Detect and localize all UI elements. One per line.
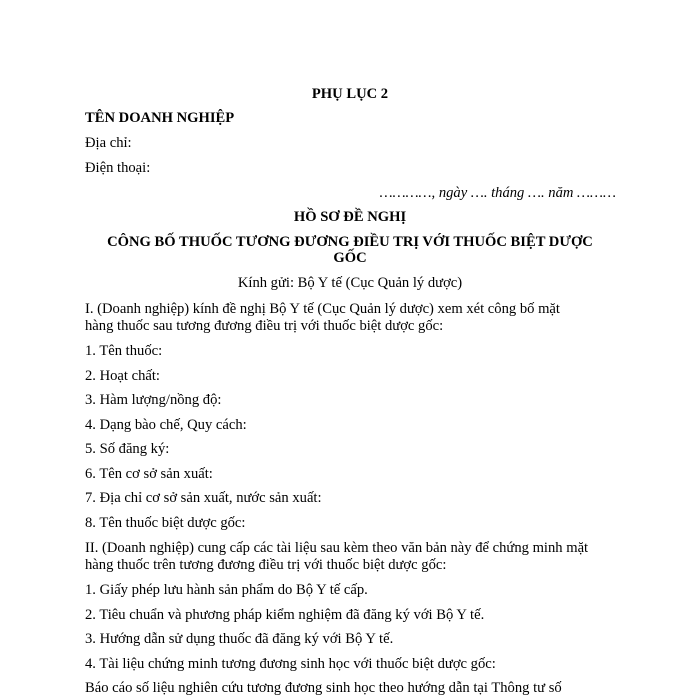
section1-intro-line-1: I. (Doanh nghiệp) kính đề nghị Bộ Y tế (Cục Quản lý dược) xem xét công bố mặt (85, 301, 560, 317)
company-name: TÊN DOANH NGHIỆP (85, 110, 235, 126)
section1-intro-line-2: hàng thuốc sau tương đương điều trị với thuốc biệt dược gốc: (85, 318, 444, 334)
section1-item: 6. Tên cơ sở sản xuất: (85, 466, 213, 482)
section1-item: 4. Dạng bào chế, Quy cách: (85, 417, 247, 433)
section2-intro-line-2: hàng thuốc trên tương đương điều trị với thuốc biệt dược gốc: (85, 557, 447, 573)
section2-item: 2. Tiêu chuẩn và phương pháp kiểm nghiệm đã đăng ký với Bộ Y tế. (85, 607, 485, 623)
doc-title-line-2: CÔNG BỐ THUỐC TƯƠNG ĐƯƠNG ĐIỀU TRỊ VỚI THUỐC BIỆT DƯỢC (107, 234, 593, 250)
section2-item: 1. Giấy phép lưu hành sản phẩm do Bộ Y tế cấp. (85, 582, 368, 598)
doc-title-line-1: HỒ SƠ ĐỀ NGHỊ (293, 209, 407, 225)
date-line: …………, ngày …. tháng …. năm ……… (379, 185, 616, 201)
section2-item: 4. Tài liệu chứng minh tương đương sinh học với thuốc biệt dược gốc: (85, 656, 496, 672)
section1-item: 8. Tên thuốc biệt dược gốc: (85, 515, 246, 531)
section2-intro-line-1: II. (Doanh nghiệp) cung cấp các tài liệu sau kèm theo văn bản này để chứng minh mặt (85, 540, 589, 556)
section1-item: 2. Hoạt chất: (85, 368, 160, 384)
phone-label: Điện thoại: (85, 160, 151, 176)
address-label: Địa chỉ: (85, 135, 132, 151)
appendix-title: PHỤ LỤC 2 (311, 86, 389, 102)
section1-item: 3. Hàm lượng/nồng độ: (85, 392, 222, 408)
section1-item: 7. Địa chỉ cơ sở sản xuất, nước sản xuất: (85, 490, 322, 506)
section1-item: 1. Tên thuốc: (85, 343, 163, 359)
section1-item: 5. Số đăng ký: (85, 441, 170, 457)
last-line: Báo cáo số liệu nghiên cứu tương đương sinh học theo hướng dẫn tại Thông tư số (85, 680, 562, 696)
section2-item: 3. Hướng dẫn sử dụng thuốc đã đăng ký với Bộ Y tế. (85, 631, 394, 647)
recipient-line: Kính gửi: Bộ Y tế (Cục Quản lý dược) (237, 275, 463, 291)
doc-title-line-3: GỐC (333, 250, 367, 266)
